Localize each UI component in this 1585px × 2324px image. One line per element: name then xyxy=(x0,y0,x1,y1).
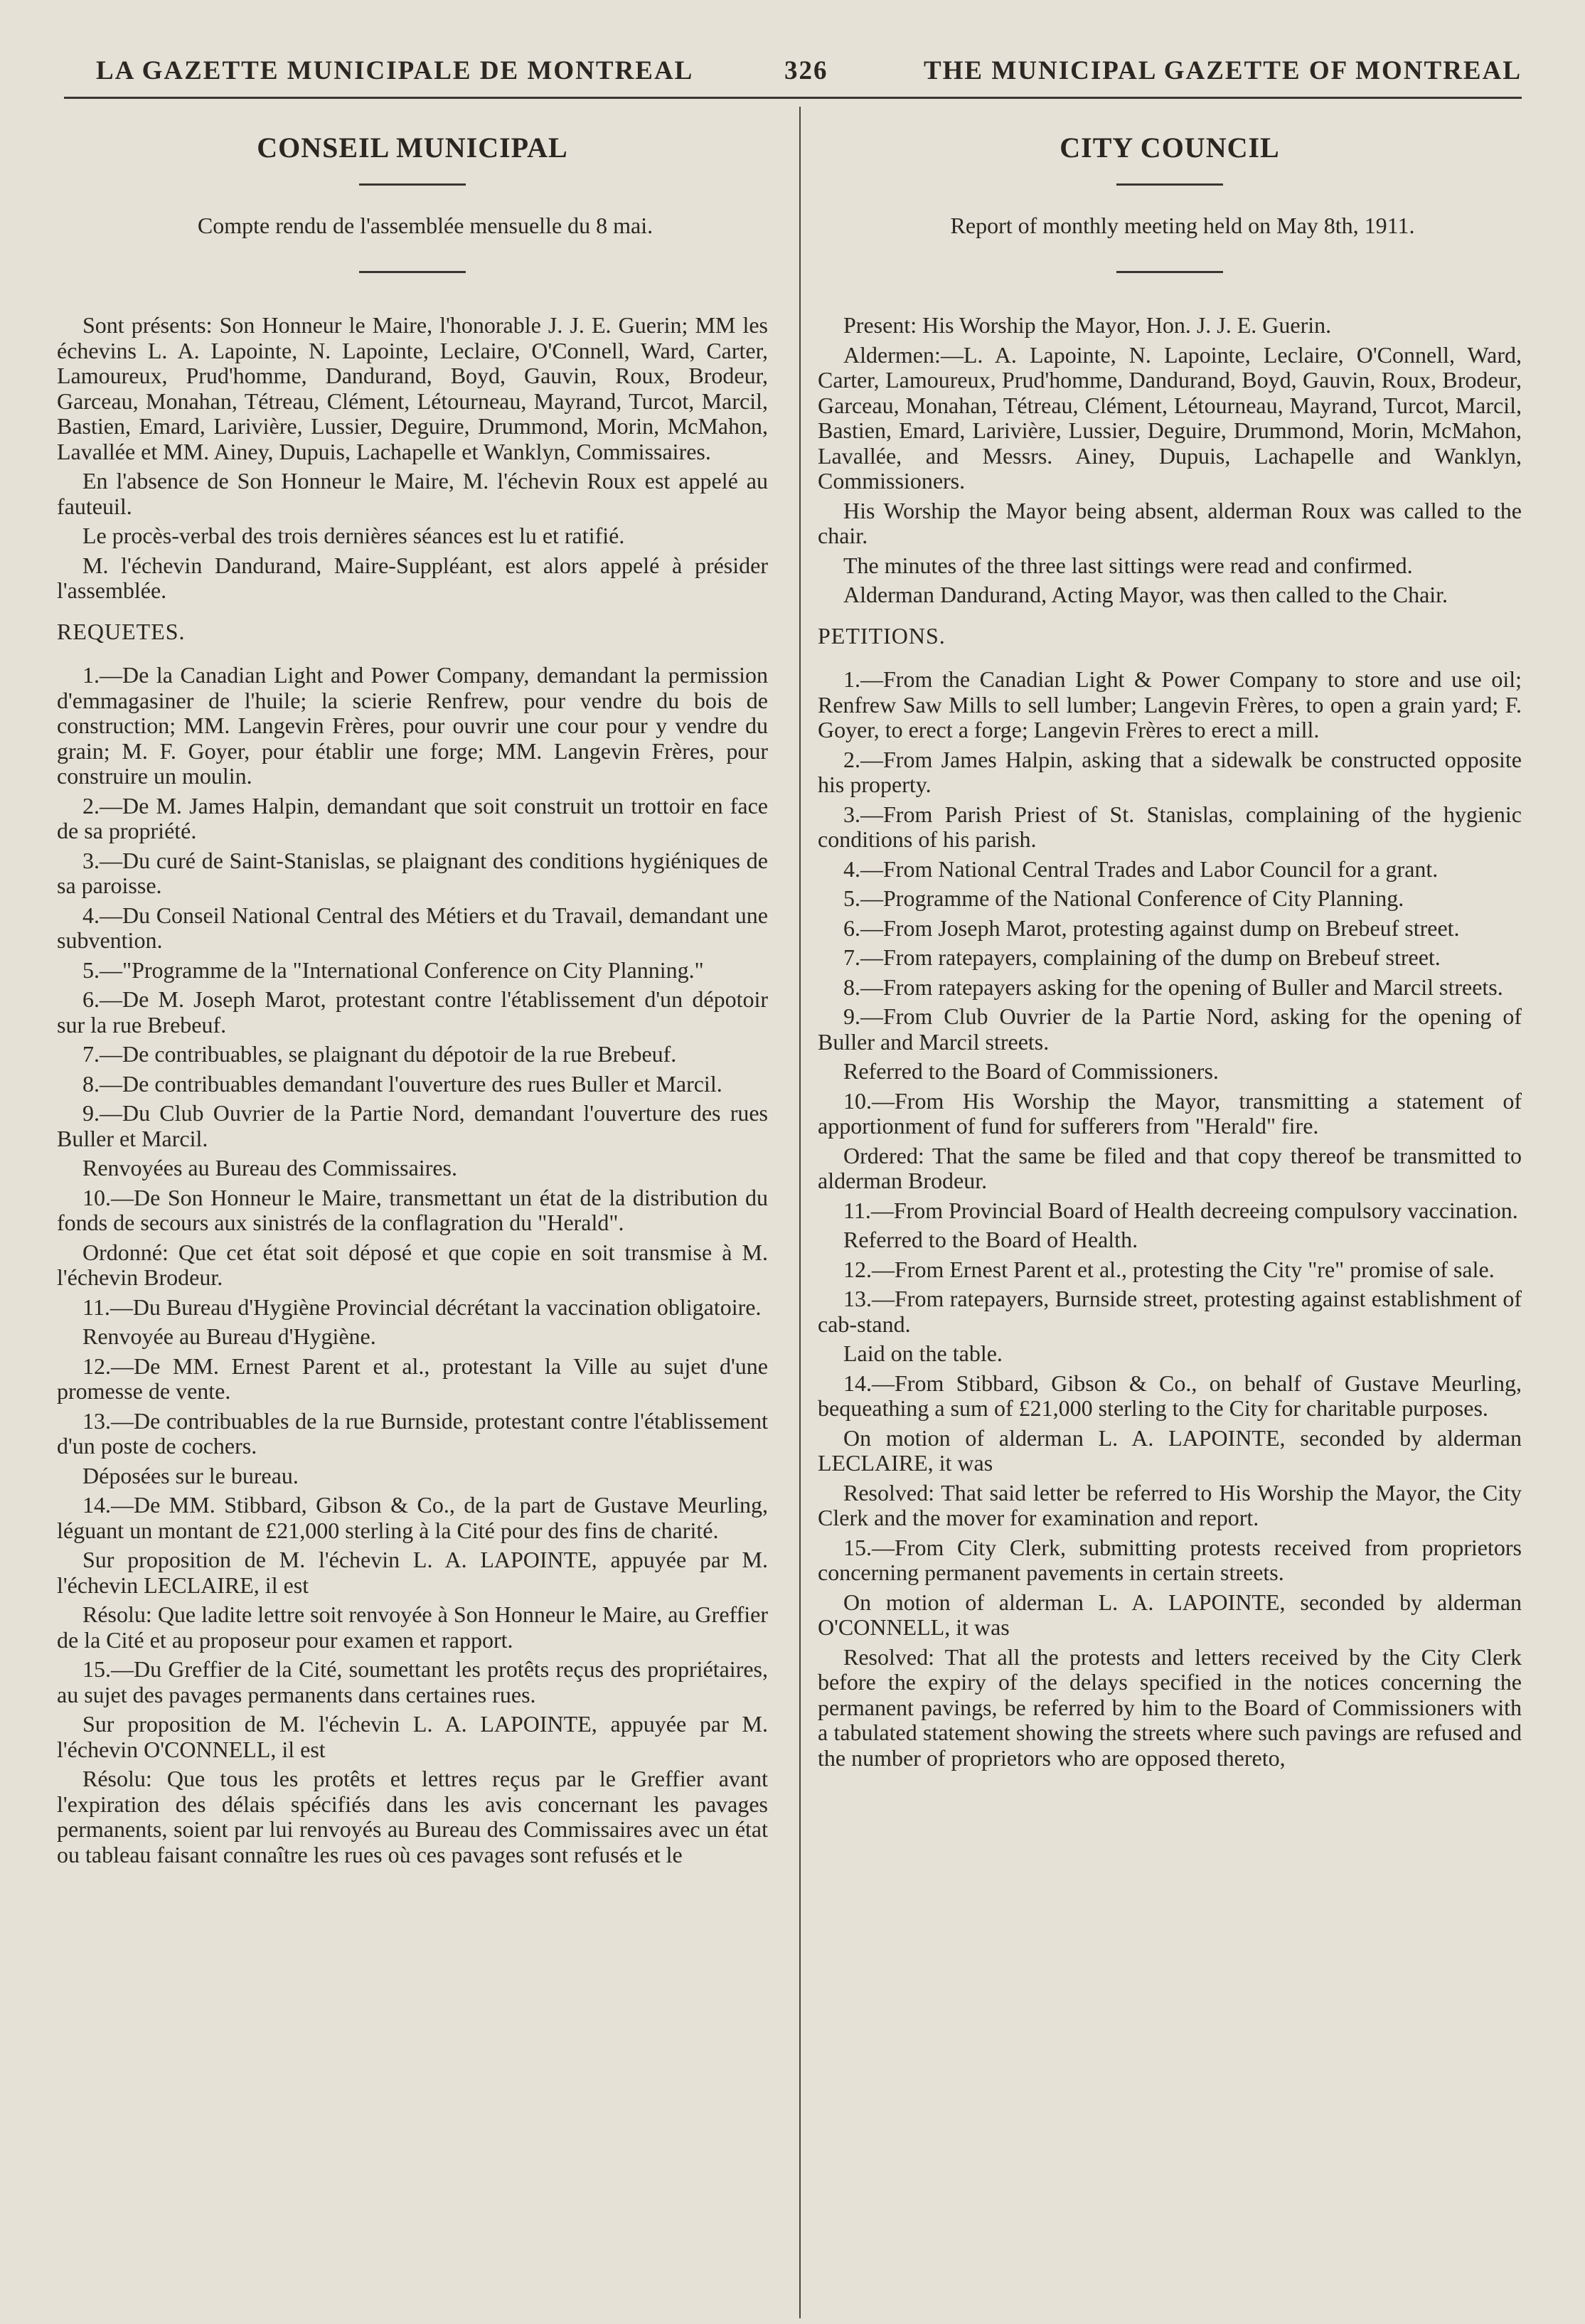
paragraph: 14.—From Stibbard, Gibson & Co., on behalf of Gustave Meurling, bequeathing a sum of £21,000 sterling to the City for charitable purposes. xyxy=(818,1370,1522,1421)
paragraph: Referred to the Board of Health. xyxy=(843,1227,1138,1252)
subtitle-rule xyxy=(359,271,466,273)
paragraph: Sur proposition de M. l'échevin L. A. LAPOINTE, appuyée par M. l'échevin O'CONNELL, il est xyxy=(57,1711,768,1762)
paragraph: On motion of alderman L. A. LAPOINTE, seconded by alderman O'CONNELL, it was xyxy=(818,1589,1522,1640)
paragraph: Present: His Worship the Mayor, Hon. J. J. E. Guerin. xyxy=(843,312,1332,338)
paragraph: On motion of alderman L. A. LAPOINTE, seconded by alderman LECLAIRE, it was xyxy=(818,1424,1522,1476)
paragraph: 6.—From Joseph Marot, protesting against dump on Brebeuf street. xyxy=(843,915,1460,941)
section-heading: REQUETES. xyxy=(57,618,186,644)
paragraph: Resolved: That said letter be referred to His Worship the Mayor, the City Clerk and the mover for examination and report. xyxy=(818,1479,1522,1530)
title-rule xyxy=(359,183,466,186)
page-header xyxy=(64,55,1522,98)
paragraph: 13.—From ratepayers, Burnside street, protesting against establishment of cab-stand. xyxy=(818,1286,1522,1337)
paragraph: 1.—From the Canadian Light & Power Company to store and use oil; Renfrew Saw Mills to sell lumber; Langevin Frères, to open a grain yard; F. Goyer, to erect a forge; Langevin Frères to erect a mill. xyxy=(818,666,1522,742)
paragraph: 11.—From Provincial Board of Health decreeing compulsory vaccination. xyxy=(843,1197,1518,1223)
header-english-title: THE MUNICIPAL GAZETTE OF MONTREAL xyxy=(923,56,1522,85)
paragraph: Referred to the Board of Commissioners. xyxy=(843,1058,1219,1084)
paragraph: 2.—From James Halpin, asking that a sidewalk be constructed opposite his property. xyxy=(818,746,1522,797)
paragraph: Résolu: Que tous les protêts et lettres reçus par le Greffier avant l'expiration des délais spécifiés dans les avis concernant les pavages permanents, soient par lui renvoyés au Bureau des Commissaires avec un état ou tableau faisant connaître les rues où ces pavages sont refusés et le xyxy=(57,1766,768,1867)
paragraph: 4.—Du Conseil National Central des Métiers et du Travail, demandant une subvention. xyxy=(57,902,768,953)
section-heading: PETITIONS. xyxy=(818,622,946,649)
english-column xyxy=(818,121,1522,2318)
paragraph: 8.—From ratepayers asking for the opening of Buller and Marcil streets. xyxy=(843,974,1503,1000)
paragraph: 3.—From Parish Priest of St. Stanislas, complaining of the hygienic conditions of his parish. xyxy=(818,801,1522,852)
french-body xyxy=(57,313,768,1867)
subtitle-rule xyxy=(1116,271,1223,273)
paragraph: Alderman Dandurand, Acting Mayor, was then called to the Chair. xyxy=(843,582,1448,607)
paragraph: En l'absence de Son Honneur le Maire, M. l'échevin Roux est appelé au fauteuil. xyxy=(57,468,768,519)
paragraph: Ordonné: Que cet état soit déposé et que copie en soit transmise à M. l'échevin Brodeur. xyxy=(57,1239,768,1290)
paragraph: Laid on the table. xyxy=(843,1340,1003,1366)
paragraph: Sont présents: Son Honneur le Maire, l'honorable J. J. E. Guerin; MM les échevins L. A. Lapointe, N. Lapointe, Leclaire, O'Connell, Ward, Carter, Lamoureux, Prud'homme, Dandurand, Boyd, Gauvin, Roux, Brodeur, Garceau, Monahan, Tétreau, Clément, Létourneau, Mayrand, Turcot, Marcil, Bastien, Emard, Larivière, Lussier, Deguire, Drummond, Morin, McMahon, Lavallée et MM. Ainey, Dupuis, Lachapelle et Wanklyn, Commissaires. xyxy=(57,312,768,464)
paragraph: 12.—From Ernest Parent et al., protesting the City "re" promise of sale. xyxy=(843,1256,1495,1282)
paragraph: His Worship the Mayor being absent, alderman Roux was called to the chair. xyxy=(818,497,1522,548)
header-french-title: LA GAZETTE MUNICIPALE DE MONTREAL xyxy=(96,56,694,85)
paragraph: 7.—From ratepayers, complaining of the dump on Brebeuf street. xyxy=(843,944,1441,970)
french-column xyxy=(57,121,768,2318)
english-section-title: CITY COUNCIL xyxy=(1060,132,1280,164)
column-divider xyxy=(799,107,801,2318)
paragraph: 8.—De contribuables demandant l'ouverture des rues Buller et Marcil. xyxy=(82,1070,722,1097)
paragraph: 3.—Du curé de Saint-Stanislas, se plaignant des conditions hygiéniques de sa paroisse. xyxy=(57,847,768,898)
paragraph: 6.—De M. Joseph Marot, protestant contre l'établissement d'un dépotoir sur la rue Brebeuf. xyxy=(57,986,768,1038)
paragraph: 13.—De contribuables de la rue Burnside, protestant contre l'établissement d'un poste de cochers. xyxy=(57,1407,768,1459)
paragraph: 15.—From City Clerk, submitting protests received from proprietors concerning permanent pavements in certain streets. xyxy=(818,1534,1522,1585)
paragraph: M. l'échevin Dandurand, Maire-Suppléant, est alors appelé à présider l'assemblée. xyxy=(57,552,768,603)
paragraph: 10.—De Son Honneur le Maire, transmettant un état de la distribution du fonds de secours aux sinistrés de la conflagration du "Herald". xyxy=(57,1184,768,1235)
paragraph: 14.—De MM. Stibbard, Gibson & Co., de la part de Gustave Meurling, léguant un montant de £21,000 sterling à la Cité pour des fins de charité. xyxy=(57,1492,768,1543)
paragraph: 5.—Programme of the National Conference of City Planning. xyxy=(843,885,1404,911)
paragraph: Aldermen:—L. A. Lapointe, N. Lapointe, Leclaire, O'Connell, Ward, Carter, Lamoureux, Prud'homme, Dandurand, Boyd, Gauvin, Roux, Brodeur, Garceau, Monahan, Tétreau, Clément, Létourneau, Mayrand, Turcot, Marcil, Bastien, Emard, Larivière, Lussier, Deguire, Drummond, Morin, McMahon, Lavallée, and Messrs. Ainey, Dupuis, Lachapelle and Wanklyn, Commissioners. xyxy=(818,341,1522,494)
paragraph: Déposées sur le bureau. xyxy=(82,1462,299,1488)
paragraph: 9.—Du Club Ouvrier de la Partie Nord, demandant l'ouverture des rues Buller et Marcil. xyxy=(57,1100,768,1151)
paragraph: Résolu: Que ladite lettre soit renvoyée à Son Honneur le Maire, au Greffier de la Cité et au proposeur pour examen et rapport. xyxy=(57,1601,768,1653)
paragraph: 10.—From His Worship the Mayor, transmitting a statement of apportionment of fund for sufferers from "Herald" fire. xyxy=(818,1087,1522,1139)
french-report-subtitle: Compte rendu de l'assemblée mensuelle du 8 mai. xyxy=(197,213,653,238)
paragraph: 12.—De MM. Ernest Parent et al., protestant la Ville au sujet d'une promesse de vente. xyxy=(57,1353,768,1404)
paragraph: Renvoyée au Bureau d'Hygiène. xyxy=(82,1323,376,1349)
english-body xyxy=(818,313,1522,1771)
paragraph: Ordered: That the same be filed and that copy thereof be transmitted to alderman Brodeur. xyxy=(818,1142,1522,1193)
paragraph: Renvoyées au Bureau des Commissaires. xyxy=(82,1155,457,1180)
paragraph: Sur proposition de M. l'échevin L. A. LAPOINTE, appuyée par M. l'échevin LECLAIRE, il est xyxy=(57,1547,768,1598)
paragraph: 15.—Du Greffier de la Cité, soumettant les protêts reçus des propriétaires, au sujet des pavages permanents dans certaines rues. xyxy=(57,1656,768,1707)
paragraph: 11.—Du Bureau d'Hygiène Provincial décrétant la vaccination obligatoire. xyxy=(82,1294,762,1320)
paragraph: 2.—De M. James Halpin, demandant que soit construit un trottoir en face de sa propriété. xyxy=(57,792,768,843)
paragraph: 5.—"Programme de la "International Conference on City Planning." xyxy=(82,956,704,983)
paragraph: 1.—De la Canadian Light and Power Company, demandant la permission d'emmagasiner de l'huile; la scierie Renfrew, pour vendre du bois de construction; MM. Langevin Frères, pour ouvrir une cour pour y vendre du grain; M. F. Goyer, pour établir une forge; MM. Langevin Frères, pour construire un moulin. xyxy=(57,662,768,789)
title-rule xyxy=(1116,183,1223,186)
english-report-subtitle: Report of monthly meeting held on May 8th, 1911. xyxy=(950,213,1415,238)
header-rule xyxy=(64,97,1522,99)
french-section-title: CONSEIL MUNICIPAL xyxy=(257,132,568,164)
page-number: 326 xyxy=(784,56,828,85)
paragraph: 9.—From Club Ouvrier de la Partie Nord, asking for the opening of Buller and Marcil streets. xyxy=(818,1003,1522,1055)
paragraph: Le procès-verbal des trois dernières séances est lu et ratifié. xyxy=(82,523,625,548)
paragraph: Resolved: That all the protests and letters received by the City Clerk before the expiry of the delays specified in the notices concerning the permanent pavings, be referred by him to the Board of Commissioners with a tabulated statement showing the streets where such pavings are refused and the number of proprietors who are opposed thereto, xyxy=(818,1643,1522,1771)
paragraph: 4.—From National Central Trades and Labor Council for a grant. xyxy=(843,855,1439,882)
paragraph: The minutes of the three last sittings were read and confirmed. xyxy=(843,552,1413,578)
paragraph: 7.—De contribuables, se plaignant du dépotoir de la rue Brebeuf. xyxy=(82,1041,677,1067)
